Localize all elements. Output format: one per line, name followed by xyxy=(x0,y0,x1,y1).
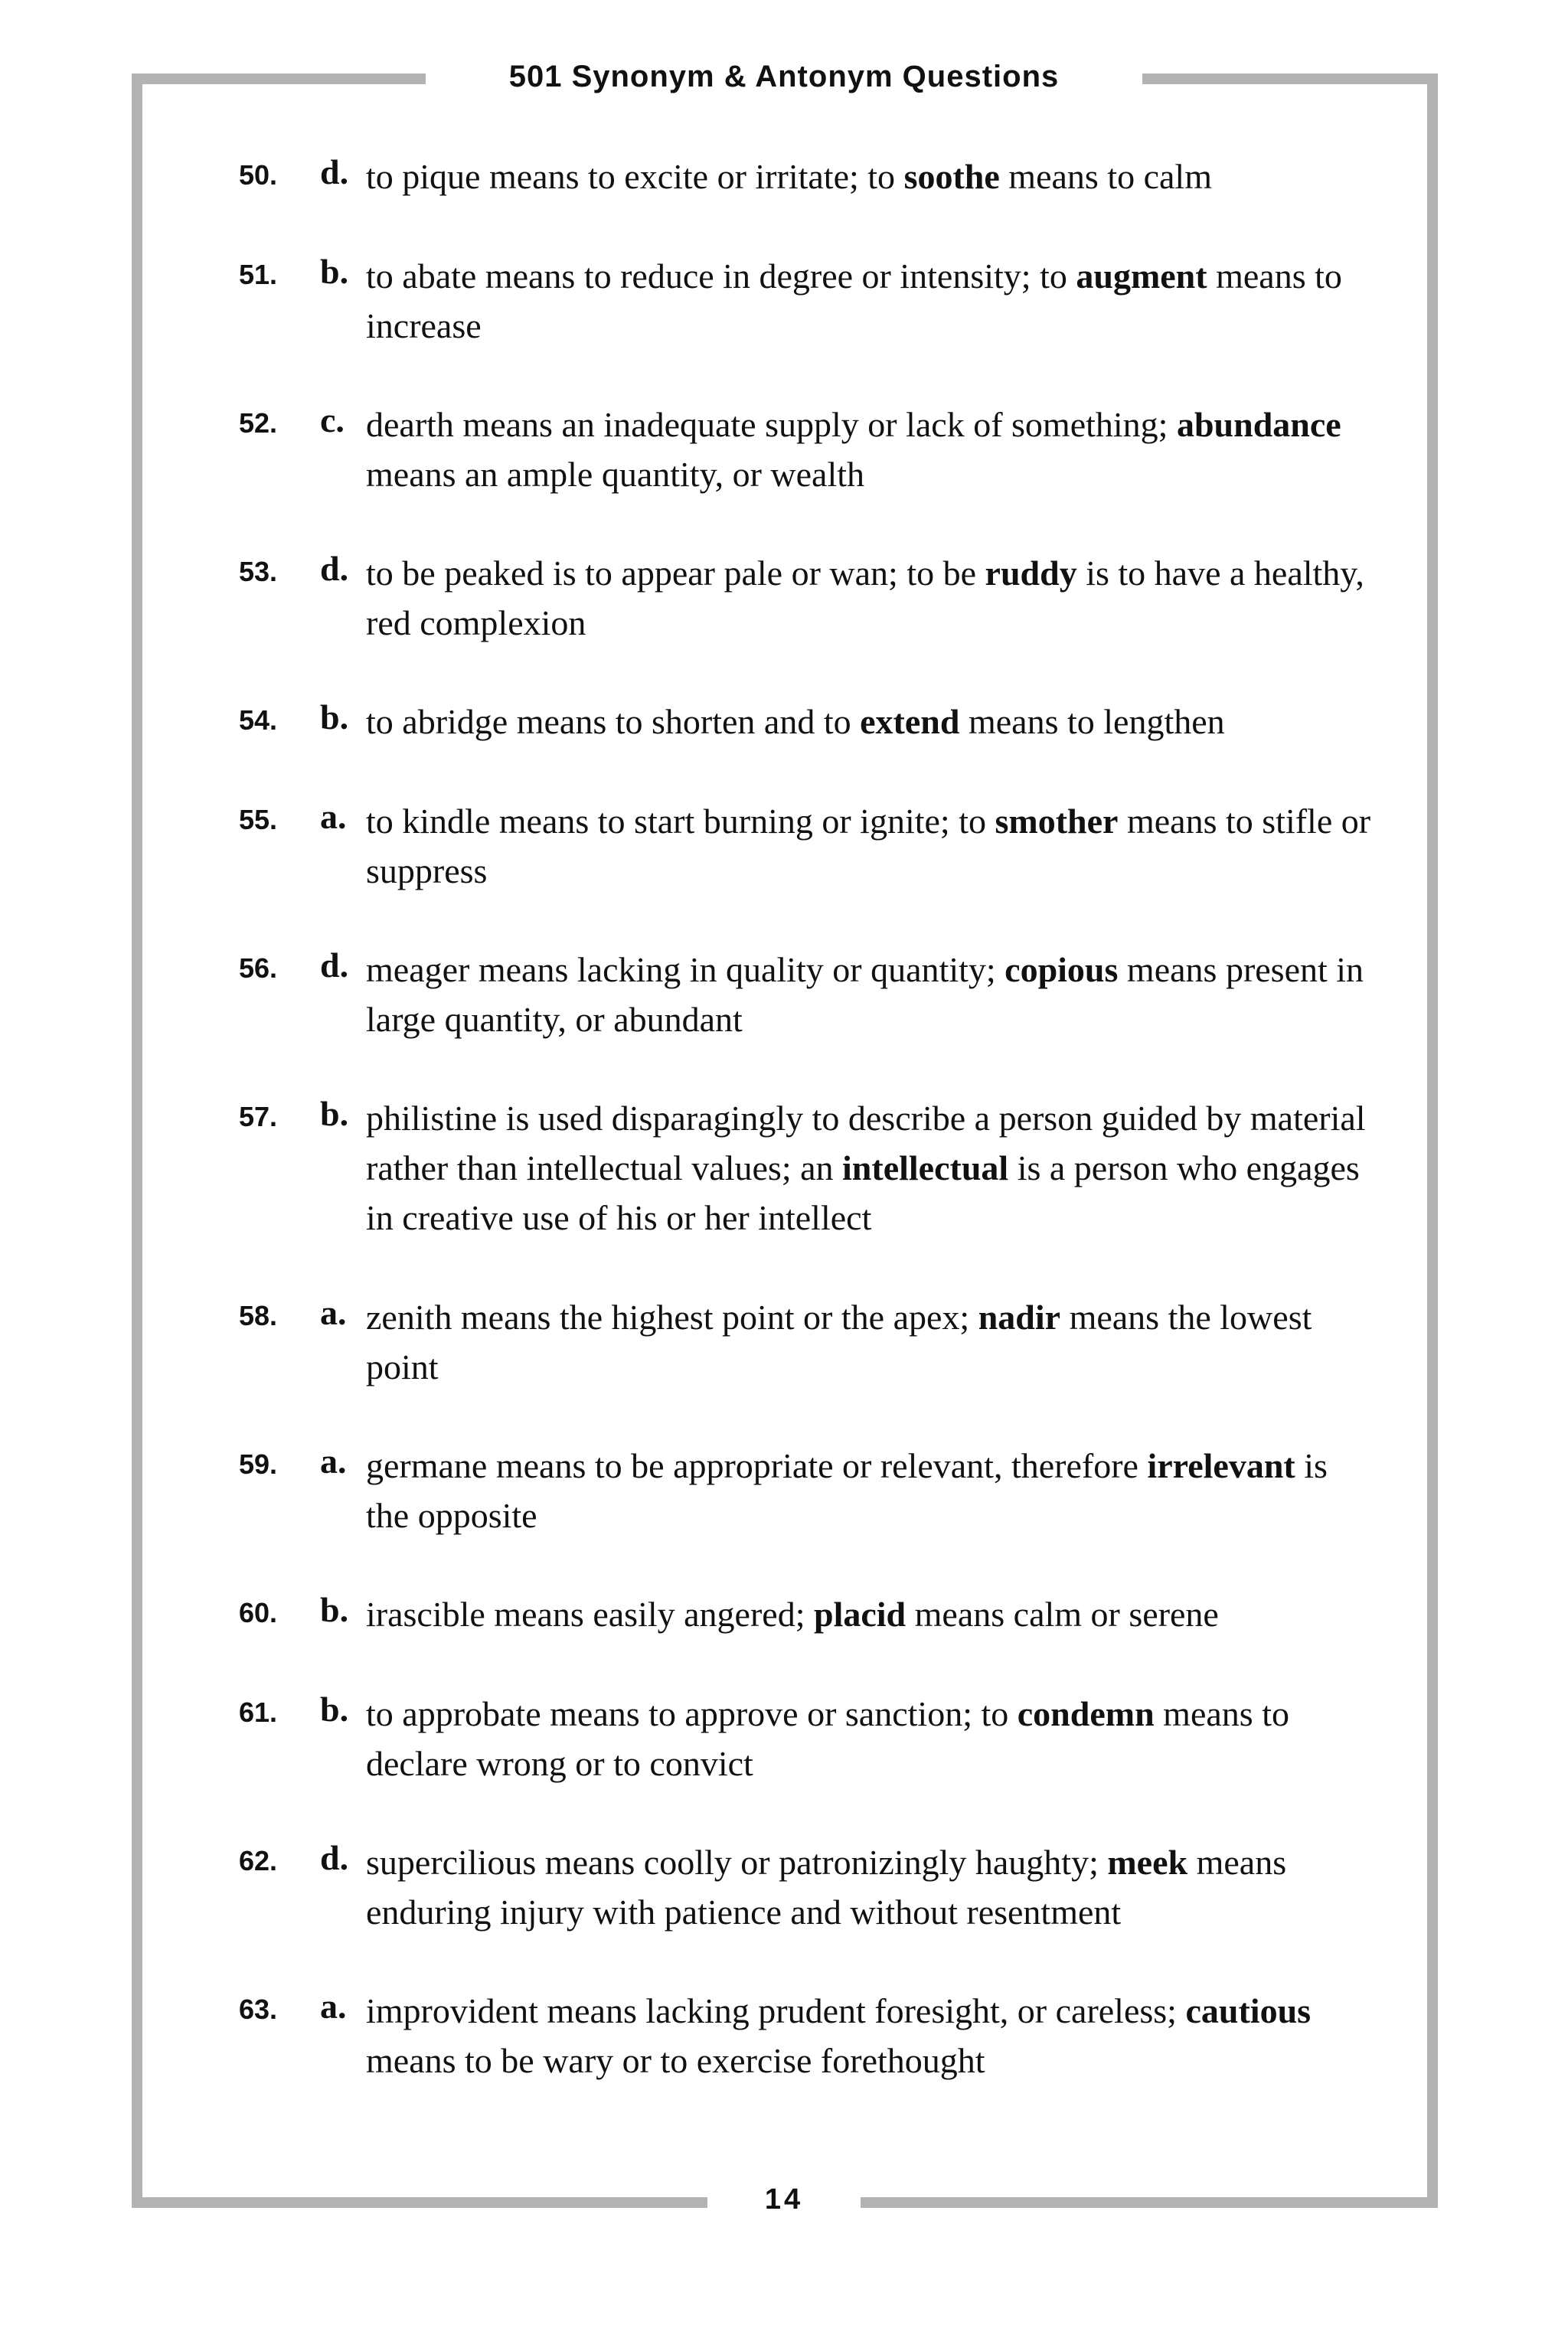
question-number: 53. xyxy=(239,556,278,587)
answer-letter: c. xyxy=(320,400,345,439)
question-number: 57. xyxy=(239,1101,278,1132)
question-number: 58. xyxy=(239,1300,278,1331)
question-number: 62. xyxy=(239,1845,278,1876)
answer-letter: d. xyxy=(320,152,349,191)
answer-letter: b. xyxy=(320,697,349,736)
running-header: 501 Synonym & Antonym Questions xyxy=(508,60,1060,93)
explanation: supercilious means coolly or patronizingly haughty; meek means enduring injury with patience and without resentment xyxy=(366,1843,1287,1932)
question-number: 52. xyxy=(239,407,278,439)
antonym-term: ruddy xyxy=(985,554,1077,593)
explanation: to pique means to excite or irritate; to soothe means to calm xyxy=(366,157,1212,196)
explanation: germane means to be appropriate or relevant, therefore irrelevant is the opposite xyxy=(366,1446,1328,1535)
question-number: 54. xyxy=(239,704,278,736)
answer-letter: a. xyxy=(320,1293,347,1332)
antonym-term: intellectual xyxy=(842,1148,1009,1187)
explanation: dearth means an inadequate supply or lack of something; abundance means an ample quantity, or wealth xyxy=(366,405,1341,494)
question-number: 60. xyxy=(239,1597,278,1628)
explanation: meager means lacking in quality or quantity; copious means present in large quantity, or abundant xyxy=(366,950,1364,1039)
antonym-term: abundance xyxy=(1176,405,1341,444)
antonym-term: smother xyxy=(995,802,1119,841)
antonym-term: augment xyxy=(1076,256,1207,296)
antonym-term: meek xyxy=(1107,1843,1188,1882)
answer-letter: b. xyxy=(320,252,349,291)
explanation: improvident means lacking prudent foresight, or careless; cautious means to be wary or to exercise forethought xyxy=(366,1991,1312,2080)
explanation: to be peaked is to appear pale or wan; to be ruddy is to have a healthy, red complexion xyxy=(366,554,1364,642)
antonym-term: cautious xyxy=(1185,1991,1312,2030)
explanation: to abridge means to shorten and to extend means to lengthen xyxy=(366,702,1225,741)
answer-letter: a. xyxy=(320,797,347,836)
answer-letter: a. xyxy=(320,1987,347,2026)
question-number: 56. xyxy=(239,952,278,984)
answer-letter: b. xyxy=(320,1690,349,1729)
antonym-term: copious xyxy=(1004,950,1119,989)
answer-letter: b. xyxy=(320,1094,349,1133)
page-number: 14 xyxy=(764,2183,804,2216)
antonym-term: nadir xyxy=(978,1298,1061,1337)
question-number: 50. xyxy=(239,159,278,191)
antonym-term: soothe xyxy=(903,157,1000,196)
answer-letter: b. xyxy=(320,1590,349,1629)
question-number: 63. xyxy=(239,1994,278,2025)
question-number: 55. xyxy=(239,804,278,835)
explanation: irascible means easily angered; placid means calm or serene xyxy=(366,1595,1219,1634)
answer-letter: d. xyxy=(320,1838,349,1877)
antonym-term: extend xyxy=(860,702,960,741)
explanation: zenith means the highest point or the apex; nadir means the lowest point xyxy=(366,1298,1312,1386)
answer-letter: a. xyxy=(320,1442,347,1481)
answer-letter: d. xyxy=(320,549,349,588)
antonym-term: condemn xyxy=(1017,1694,1155,1733)
answer-letter: d. xyxy=(320,945,349,985)
antonym-term: irrelevant xyxy=(1147,1446,1295,1485)
antonym-term: placid xyxy=(813,1595,906,1634)
question-number: 51. xyxy=(239,259,278,290)
question-number: 59. xyxy=(239,1448,278,1480)
explanation: to kindle means to start burning or ignite; to smother means to stifle or suppress xyxy=(366,802,1371,890)
explanation: to abate means to reduce in degree or intensity; to augment means to increase xyxy=(366,256,1342,345)
question-number: 61. xyxy=(239,1697,278,1728)
explanation: philistine is used disparagingly to describe a person guided by material rather than intellectual values; an intellectual is a person who engages in creative use of his or her intellect xyxy=(366,1099,1366,1237)
explanation: to approbate means to approve or sanction; to condemn means to declare wrong or to convict xyxy=(366,1694,1289,1783)
